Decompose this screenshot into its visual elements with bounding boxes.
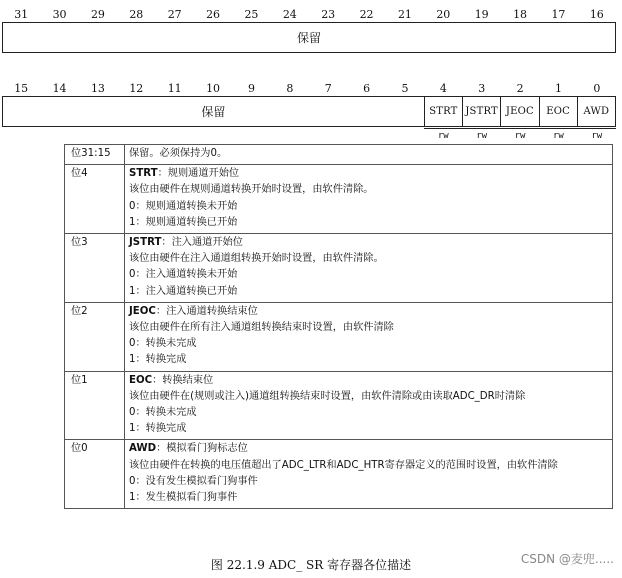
bit-number: 4 [439,82,447,95]
bit-label: 位1 [65,371,125,440]
bit-number: 9 [247,82,255,95]
table-row [65,371,613,440]
bit-number: 11 [167,82,182,95]
bit-description [125,165,613,234]
field-name: JSTRT [129,237,162,249]
field-title: ：转换结束位 [152,374,214,386]
description-line: 1：发生模拟看门狗事件 [129,492,238,504]
watermark: CSDN @麦兜..... [520,552,614,566]
bit-label: 位31:15 [65,145,125,165]
bit-number: 27 [167,8,182,21]
bit-description [125,371,613,440]
field-name: EOC [129,374,153,386]
bit-number: 31 [14,8,29,21]
figure-caption: 图 22.1.9 ADC_ SR 寄存器各位描述 [210,558,412,572]
table-row [65,302,613,371]
reserved-low-label: 保留 [201,105,226,119]
description-line: 该位由硬件在规则通道转换开始时设置，由软件清除。 [129,184,374,196]
bit-number: 8 [286,82,294,95]
access-jstrt: rw [463,128,501,141]
bit-number: 25 [244,8,259,21]
bit-number: 30 [52,8,67,21]
register-high-row [2,22,616,53]
description-line: 0：转换未完成 [129,407,197,419]
bit-description-table [64,144,613,509]
bit-number: 5 [401,82,409,95]
bit-number: 22 [359,8,374,21]
bit-number: 10 [206,82,221,95]
description-line: 1：注入通道转换已开始 [129,285,238,297]
description-line: 该位由硬件在所有注入通道组转换结束时设置，由软件清除 [129,322,394,334]
bit-label: 位4 [65,165,125,234]
bit-numbers-low [2,82,616,95]
bit-number: 23 [321,8,336,21]
field-name: AWD [129,443,157,455]
field-eoc: EOC [539,97,577,126]
bit-label: 位2 [65,302,125,371]
field-name: JEOC [129,305,156,317]
description-line: 保留。必须保持为0。 [129,148,228,159]
access-awd: rw [578,128,616,141]
bit-number: 20 [436,8,451,21]
bit-number: 6 [363,82,371,95]
description-line: 0：注入通道转换未开始 [129,269,238,281]
bit-number: 16 [589,8,604,21]
field-strt: STRT [424,97,462,126]
bit-number: 3 [478,82,486,95]
field-title: ：规则通道开始位 [157,168,240,180]
table-row [65,440,613,509]
table-row [65,145,613,165]
bit-numbers-high [2,8,616,21]
bit-number: 13 [90,82,105,95]
description-line: 0：规则通道转换未开始 [129,200,238,212]
description-line: 1：规则通道转换已开始 [129,216,238,228]
field-awd: AWD [577,97,615,126]
description-line: 该位由硬件在注入通道组转换开始时设置，由软件清除。 [129,253,384,265]
bit-number: 1 [554,82,562,95]
bit-number: 21 [397,8,412,21]
bit-label: 位3 [65,234,125,303]
bit-label: 位0 [65,440,125,509]
access-jeoc: rw [501,128,539,141]
register-low-row [2,96,616,127]
bit-number: 14 [52,82,67,95]
field-title: ：注入通道开始位 [161,237,243,249]
bit-number: 29 [90,8,105,21]
bit-number: 7 [324,82,332,95]
reserved-high-label: 保留 [296,31,321,45]
bit-description [125,234,613,303]
bit-number: 28 [129,8,144,21]
bit-description [125,145,613,165]
bit-number: 0 [593,82,601,95]
description-line: 1：转换完成 [129,354,187,366]
bit-number: 17 [551,8,566,21]
field-jeoc: JEOC [500,97,538,126]
description-line: 该位由硬件在(规则或注入)通道组转换结束时设置，由软件清除或由读取ADC_DR时清除 [129,390,526,402]
bit-number: 2 [516,82,524,95]
field-title: ：注入通道转换结束位 [155,305,258,317]
description-line: 该位由硬件在转换的电压值超出了ADC_LTR和ADC_HTR寄存器定义的范围时设置，由软件清除 [129,459,558,471]
bit-number: 24 [282,8,297,21]
bit-description [125,440,613,509]
description-line: 0：没有发生模拟看门狗事件 [129,475,258,487]
table-row [65,165,613,234]
access-strt: rw [424,128,462,141]
bit-number: 15 [14,82,29,95]
description-line: 1：转换完成 [129,423,187,435]
field-title: ：模拟看门狗标志位 [156,443,248,455]
access-eoc: rw [539,128,577,141]
description-line: 0：转换未完成 [129,338,197,350]
access-row [2,128,616,141]
bit-number: 12 [129,82,144,95]
field-name: STRT [129,168,158,180]
field-jstrt: JSTRT [462,97,500,126]
bit-number: 26 [206,8,221,21]
bit-number: 19 [474,8,489,21]
table-row [65,234,613,303]
bit-number: 18 [513,8,528,21]
bit-description [125,302,613,371]
